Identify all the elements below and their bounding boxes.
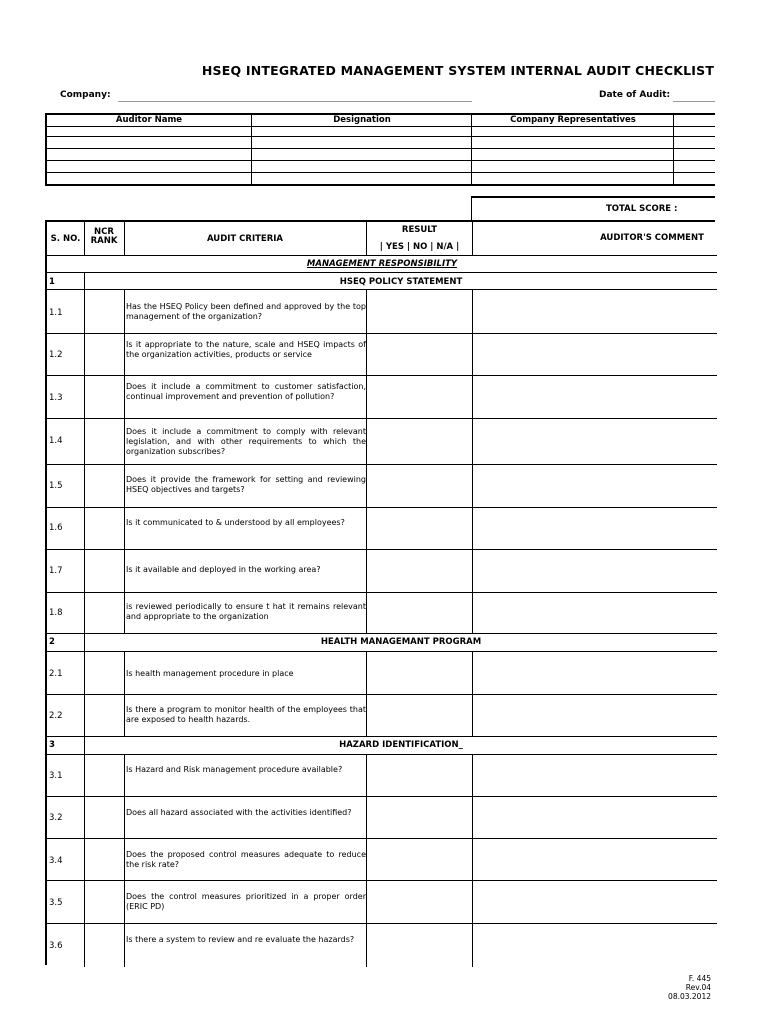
- auditor-name-cells[interactable]: [47, 127, 250, 184]
- section-2-title: HEALTH MANAGEMANT PROGRAM: [320, 637, 482, 647]
- result-cells[interactable]: [367, 290, 471, 633]
- ncr-rank-text: NCR RANK: [90, 227, 118, 246]
- auditor-table: [45, 113, 715, 186]
- item-number: 1.7: [49, 566, 63, 576]
- company-label: Company:: [60, 90, 111, 100]
- item-text: Does it provide the framework for setting and reviewing HSEQ objectives and targets?: [126, 475, 366, 494]
- comment-cells[interactable]: [473, 290, 717, 633]
- item-text: Is there a system to review and re evaluate the hazards?: [126, 935, 355, 944]
- company-field[interactable]: [118, 101, 472, 102]
- total-score-label: TOTAL SCORE :: [606, 204, 678, 214]
- result-options: | YES | NO | N/A |: [379, 242, 460, 252]
- designation-cells[interactable]: [252, 127, 470, 184]
- category-label: MANAGEMENT RESPONSIBILITY: [306, 259, 458, 269]
- designation-header: Designation: [333, 115, 391, 125]
- company-representatives-cells[interactable]: [472, 127, 672, 184]
- item-text: Does all hazard associated with the activities identified?: [126, 808, 352, 817]
- date-of-audit-field[interactable]: [673, 101, 715, 102]
- company-representatives-header: Company Representatives: [510, 115, 636, 125]
- revision-date: 08.03.2012: [668, 992, 711, 1001]
- item-number: 3.5: [49, 898, 63, 908]
- item-number: 3.2: [49, 813, 63, 823]
- result-header: RESULT: [401, 225, 438, 235]
- section-2-number: 2: [49, 637, 55, 647]
- auditors-comment-header: AUDITOR'S COMMENT: [600, 233, 704, 243]
- audit-checklist-table: [45, 220, 715, 965]
- section-3-title: HAZARD IDENTIFICATION_: [339, 740, 463, 750]
- item-text: Does it include a commitment to comply with relevant legislation, and with other requirements to which the organization subscribes?: [126, 427, 366, 456]
- item-text: Has the HSEQ Policy been defined and approved by the top management of the organization?: [126, 302, 366, 321]
- item-text: Is Hazard and Risk management procedure available?: [126, 765, 343, 774]
- item-number: 1.6: [49, 523, 63, 533]
- sno-header: S. NO.: [50, 234, 81, 244]
- item-text: Is health management procedure in place: [126, 669, 294, 678]
- item-text: is reviewed periodically to ensure t hat it remains relevant and appropriate to the organization: [126, 602, 366, 621]
- item-number: 1.5: [49, 481, 63, 491]
- section-3-number: 3: [49, 740, 55, 750]
- item-text: Is it appropriate to the nature, scale and HSEQ impacts of the organization activities, products or service: [126, 340, 366, 359]
- item-number: 2.1: [49, 669, 63, 679]
- item-text: Does it include a commitment to customer satisfaction, continual improvement and prevention of pollution?: [126, 382, 366, 401]
- item-number: 3.6: [49, 941, 63, 951]
- item-number: 1.2: [49, 350, 63, 360]
- audit-criteria-header: AUDIT CRITERIA: [206, 234, 284, 244]
- item-text: Does the control measures prioritized in a proper order (ERIC PD): [126, 892, 366, 911]
- revision: Rev.04: [685, 983, 711, 992]
- item-number: 1.1: [49, 308, 63, 318]
- form-number: F. 445: [688, 974, 711, 983]
- item-text: Is it available and deployed in the working area?: [126, 565, 321, 574]
- section-1-title: HSEQ POLICY STATEMENT: [339, 277, 463, 287]
- item-text: Is it communicated to & understood by all employees?: [126, 518, 345, 527]
- total-score-box: [471, 196, 715, 220]
- section-1-number: 1: [49, 277, 55, 287]
- item-number: 3.1: [49, 771, 63, 781]
- item-number: 1.8: [49, 608, 63, 618]
- item-number: 2.2: [49, 711, 63, 721]
- date-of-audit-label: Date of Audit:: [599, 90, 671, 100]
- auditor-name-header: Auditor Name: [115, 115, 183, 125]
- item-number: 1.3: [49, 393, 63, 403]
- item-text: Is there a program to monitor health of the employees that are exposed to health hazards.: [126, 705, 366, 724]
- ncr-rank-header: [85, 228, 123, 246]
- item-number: 3.4: [49, 856, 63, 866]
- item-number: 1.4: [49, 436, 63, 446]
- item-text: Does the proposed control measures adequate to reduce the risk rate?: [126, 850, 366, 869]
- page-title: HSEQ INTEGRATED MANAGEMENT SYSTEM INTERNAL AUDIT CHECKLIST: [201, 63, 715, 78]
